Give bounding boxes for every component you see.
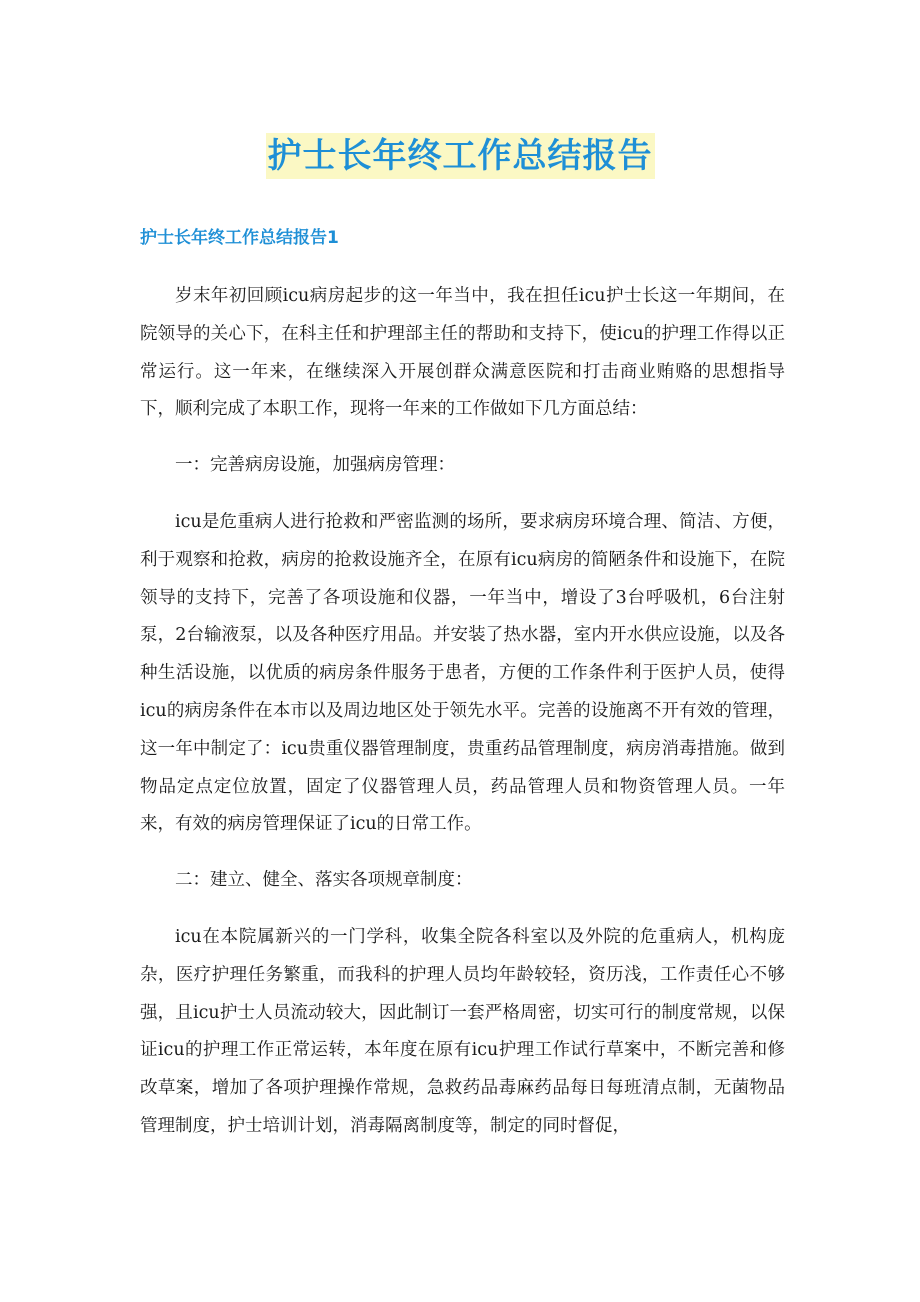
document-title: 护士长年终工作总结报告 (266, 133, 655, 179)
section-subtitle: 护士长年终工作总结报告1 (140, 228, 339, 248)
paragraph-intro: 岁末年初回顾icu病房起步的这一年当中，我在担任icu护士长这一年期间，在院领导的关心下，在科主任和护理部主任的帮助和支持下，使icu的护理工作得以正常运行。这一年来，在继续深入开展创群众满意医院和打击商业贿赂的思想指导下，顺利完成了本职工作，现将一年来的工作做如下几方面总结： (140, 286, 785, 420)
paragraph-section-2: icu在本院属新兴的一门学科，收集全院各科室以及外院的危重病人，机构庞杂，医疗护理任务繁重，而我科的护理人员均年龄较轻，资历浅，工作责任心不够强，且icu护士人员流动较大，因此制订一套严格周密，切实可行的制度常规，以保证icu的护理工作正常运转，本年度在原有icu护理工作试行草案中，不断完善和修改草案，增加了各项护理操作常规，急救药品毒麻药品每日每班清点制，无菌物品管理制度，护士培训计划，消毒隔离制度等，制定的同时督促， (140, 927, 785, 1136)
section-heading-2: 二：建立、健全、落实各项规章制度： (175, 870, 473, 890)
section-heading-1: 一：完善病房设施，加强病房管理： (175, 455, 455, 475)
paragraph-section-1: icu是危重病人进行抢救和严密监测的场所，要求病房环境合理、简洁、方便，利于观察和抢救，病房的抢救设施齐全，在原有icu病房的简陋条件和设施下，在院领导的支持下，完善了各项设施和仪器，一年当中，增设了3台呼吸机，6台注射泵，2台输液泵，以及各种医疗用品。并安装了热水器，室内开水供应设施，以及各种生活设施，以优质的病房条件服务于患者，方便的工作条件利于医护人员，使得icu的病房条件在本市以及周边地区处于领先水平。完善的设施离不开有效的管理，这一年中制定了：icu贵重仪器管理制度，贵重药品管理制度，病房消毒措施。做到物品定点定位放置，固定了仪器管理人员，药品管理人员和物资管理人员。一年来，有效的病房管理保证了icu的日常工作。 (140, 512, 785, 835)
title-wrap (0, 133, 920, 179)
